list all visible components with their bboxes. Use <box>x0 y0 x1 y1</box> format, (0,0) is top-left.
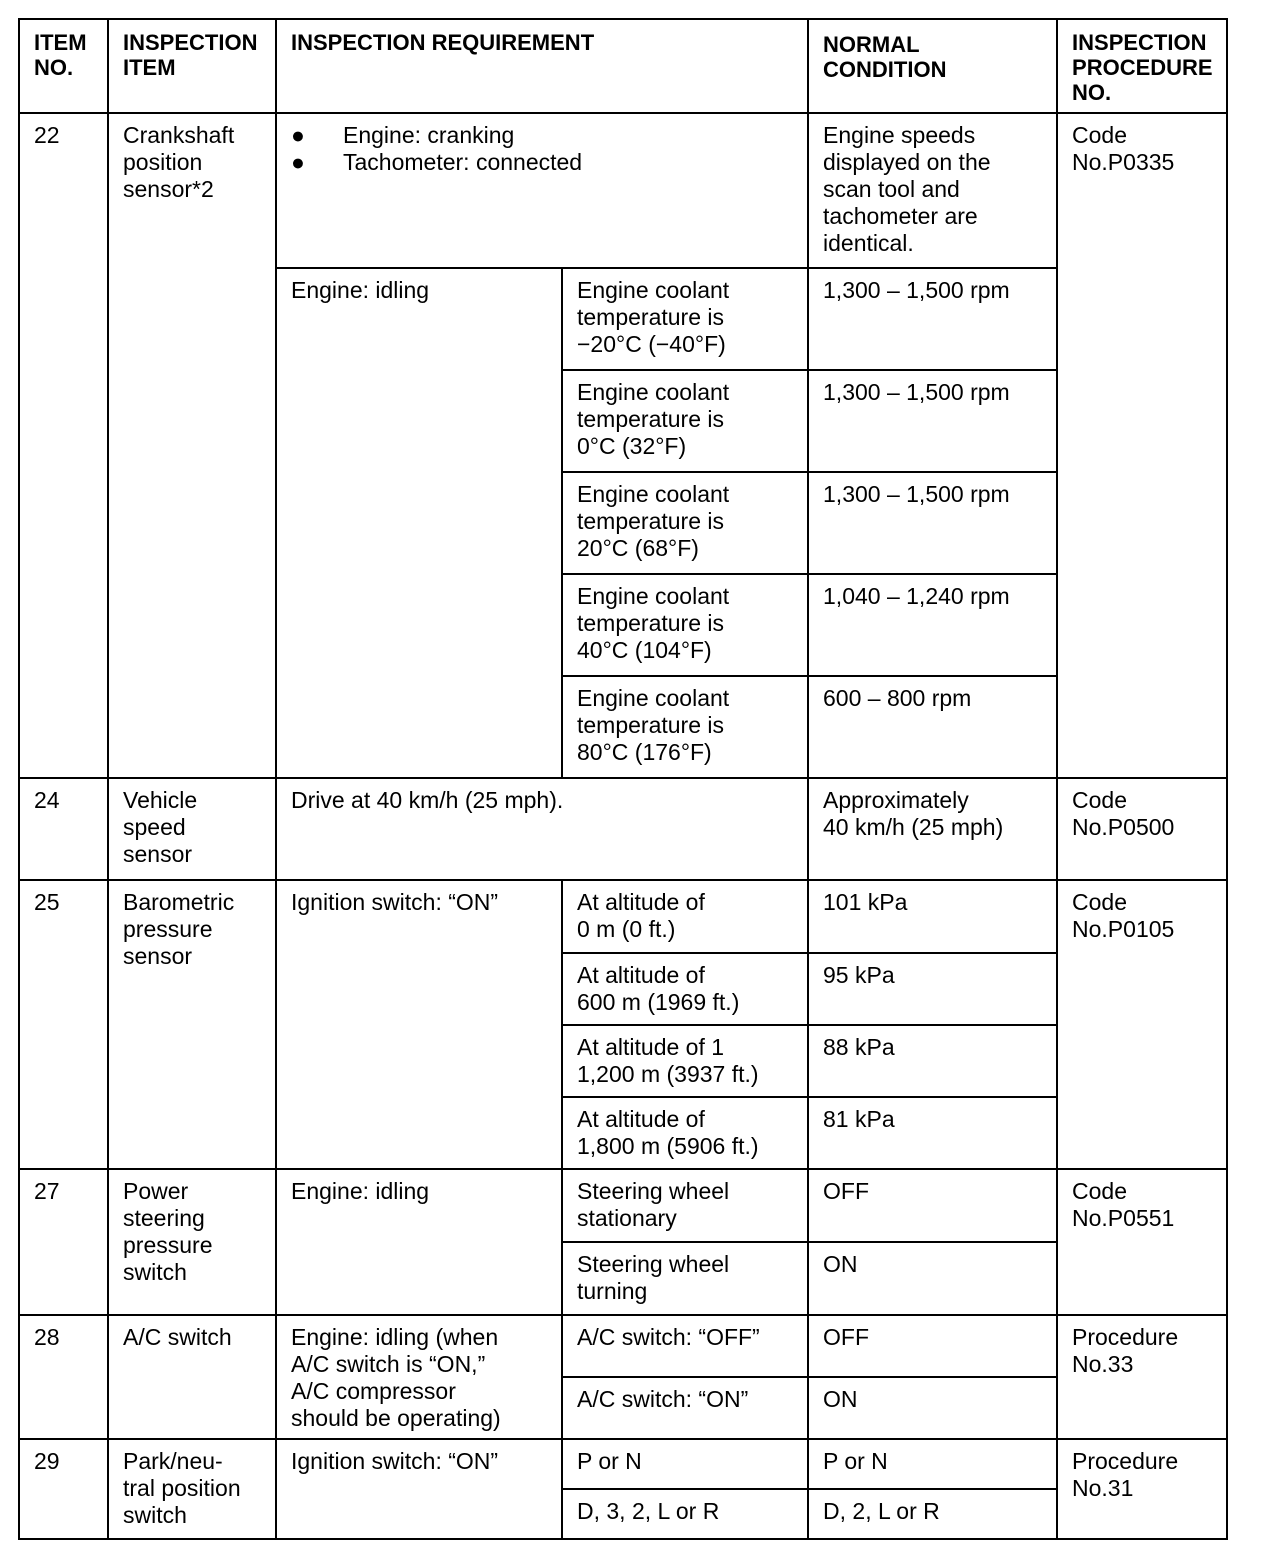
header-procedure-no: INSPECTION PROCEDURE NO. <box>1057 19 1227 113</box>
item-22-condition: Engine coolant temperature is 40°C (104°F) <box>562 574 808 676</box>
item-24-no: 24 <box>19 778 108 880</box>
item-29-procedure: Procedure No.31 <box>1057 1439 1227 1539</box>
item-28-condition: A/C switch: “ON” <box>562 1377 808 1439</box>
header-item-no: ITEM NO. <box>19 19 108 113</box>
bullet-icon: ● <box>291 149 305 175</box>
item-29-name: Park/neu- tral position switch <box>108 1439 276 1539</box>
item-27-no: 27 <box>19 1169 108 1315</box>
item-22-name: Crankshaft position sensor*2 <box>108 113 276 778</box>
item-22-normal: 1,040 – 1,240 rpm <box>808 574 1057 676</box>
item-28-normal: OFF <box>808 1315 1057 1377</box>
item-27-condition: Steering wheel stationary <box>562 1169 808 1242</box>
item-22-idle-requirement: Engine: idling <box>276 268 562 778</box>
item-22-normal: 1,300 – 1,500 rpm <box>808 370 1057 472</box>
item-27-normal: ON <box>808 1242 1057 1315</box>
item-25-condition: At altitude of 0 m (0 ft.) <box>562 880 808 953</box>
table-row <box>19 778 1227 880</box>
table-row <box>19 880 1227 953</box>
item-25-normal: 95 kPa <box>808 953 1057 1025</box>
table-row <box>19 1169 1227 1242</box>
item-24-procedure: Code No.P0500 <box>1057 778 1227 880</box>
bullet-icon: ● <box>291 122 305 148</box>
item-25-condition: At altitude of 1,800 m (5906 ft.) <box>562 1097 808 1169</box>
item-25-no: 25 <box>19 880 108 1169</box>
table-row <box>19 113 1227 268</box>
item-28-procedure: Procedure No.33 <box>1057 1315 1227 1439</box>
item-28-normal: ON <box>808 1377 1057 1439</box>
item-22-condition: Engine coolant temperature is 80°C (176°F) <box>562 676 808 778</box>
item-29-condition: P or N <box>562 1439 808 1489</box>
item-29-normal: P or N <box>808 1439 1057 1489</box>
item-22-cranking-normal: Engine speeds displayed on the scan tool and tachometer are identical. <box>808 113 1057 268</box>
item-25-normal: 88 kPa <box>808 1025 1057 1097</box>
item-29-no: 29 <box>19 1439 108 1539</box>
inspection-table <box>18 18 1228 1540</box>
item-22-normal: 1,300 – 1,500 rpm <box>808 472 1057 574</box>
bullet-list-item <box>291 122 795 149</box>
item-25-name: Barometric pressure sensor <box>108 880 276 1169</box>
item-28-requirement: Engine: idling (when A/C switch is “ON,” A/C compressor should be operating) <box>276 1315 562 1439</box>
item-22-condition: Engine coolant temperature is −20°C (−40°F) <box>562 268 808 370</box>
item-22-normal: 600 – 800 rpm <box>808 676 1057 778</box>
bullet-list-item <box>291 149 795 176</box>
item-27-normal: OFF <box>808 1169 1057 1242</box>
item-27-name: Power steering pressure switch <box>108 1169 276 1315</box>
item-28-condition: A/C switch: “OFF” <box>562 1315 808 1377</box>
header-row <box>19 19 1227 113</box>
item-25-procedure: Code No.P0105 <box>1057 880 1227 1169</box>
item-29-requirement: Ignition switch: “ON” <box>276 1439 562 1539</box>
item-25-requirement: Ignition switch: “ON” <box>276 880 562 1169</box>
item-22-bullet-tachometer: Tachometer: connected <box>343 149 583 175</box>
table-row <box>19 1439 1227 1489</box>
item-27-procedure: Code No.P0551 <box>1057 1169 1227 1315</box>
item-22-bullet-cranking: Engine: cranking <box>343 122 515 148</box>
item-25-condition: At altitude of 600 m (1969 ft.) <box>562 953 808 1025</box>
item-22-normal: 1,300 – 1,500 rpm <box>808 268 1057 370</box>
item-28-name: A/C switch <box>108 1315 276 1439</box>
item-28-no: 28 <box>19 1315 108 1439</box>
item-24-normal: Approximately 40 km/h (25 mph) <box>808 778 1057 880</box>
item-27-requirement: Engine: idling <box>276 1169 562 1315</box>
item-22-condition: Engine coolant temperature is 20°C (68°F) <box>562 472 808 574</box>
item-22-condition: Engine coolant temperature is 0°C (32°F) <box>562 370 808 472</box>
item-27-condition: Steering wheel turning <box>562 1242 808 1315</box>
item-22-cranking-requirement <box>276 113 808 268</box>
header-normal-condition: NORMAL CONDITION <box>808 19 1057 113</box>
item-25-normal: 81 kPa <box>808 1097 1057 1169</box>
item-29-normal: D, 2, L or R <box>808 1489 1057 1539</box>
item-29-condition: D, 3, 2, L or R <box>562 1489 808 1539</box>
item-22-no: 22 <box>19 113 108 778</box>
item-22-procedure: Code No.P0335 <box>1057 113 1227 778</box>
table-row <box>19 1315 1227 1377</box>
item-24-requirement: Drive at 40 km/h (25 mph). <box>276 778 808 880</box>
item-25-normal: 101 kPa <box>808 880 1057 953</box>
item-24-name: Vehicle speed sensor <box>108 778 276 880</box>
header-inspection-item: INSPECTION ITEM <box>108 19 276 113</box>
header-inspection-requirement: INSPECTION REQUIREMENT <box>276 19 808 113</box>
item-25-condition: At altitude of 1 1,200 m (3937 ft.) <box>562 1025 808 1097</box>
